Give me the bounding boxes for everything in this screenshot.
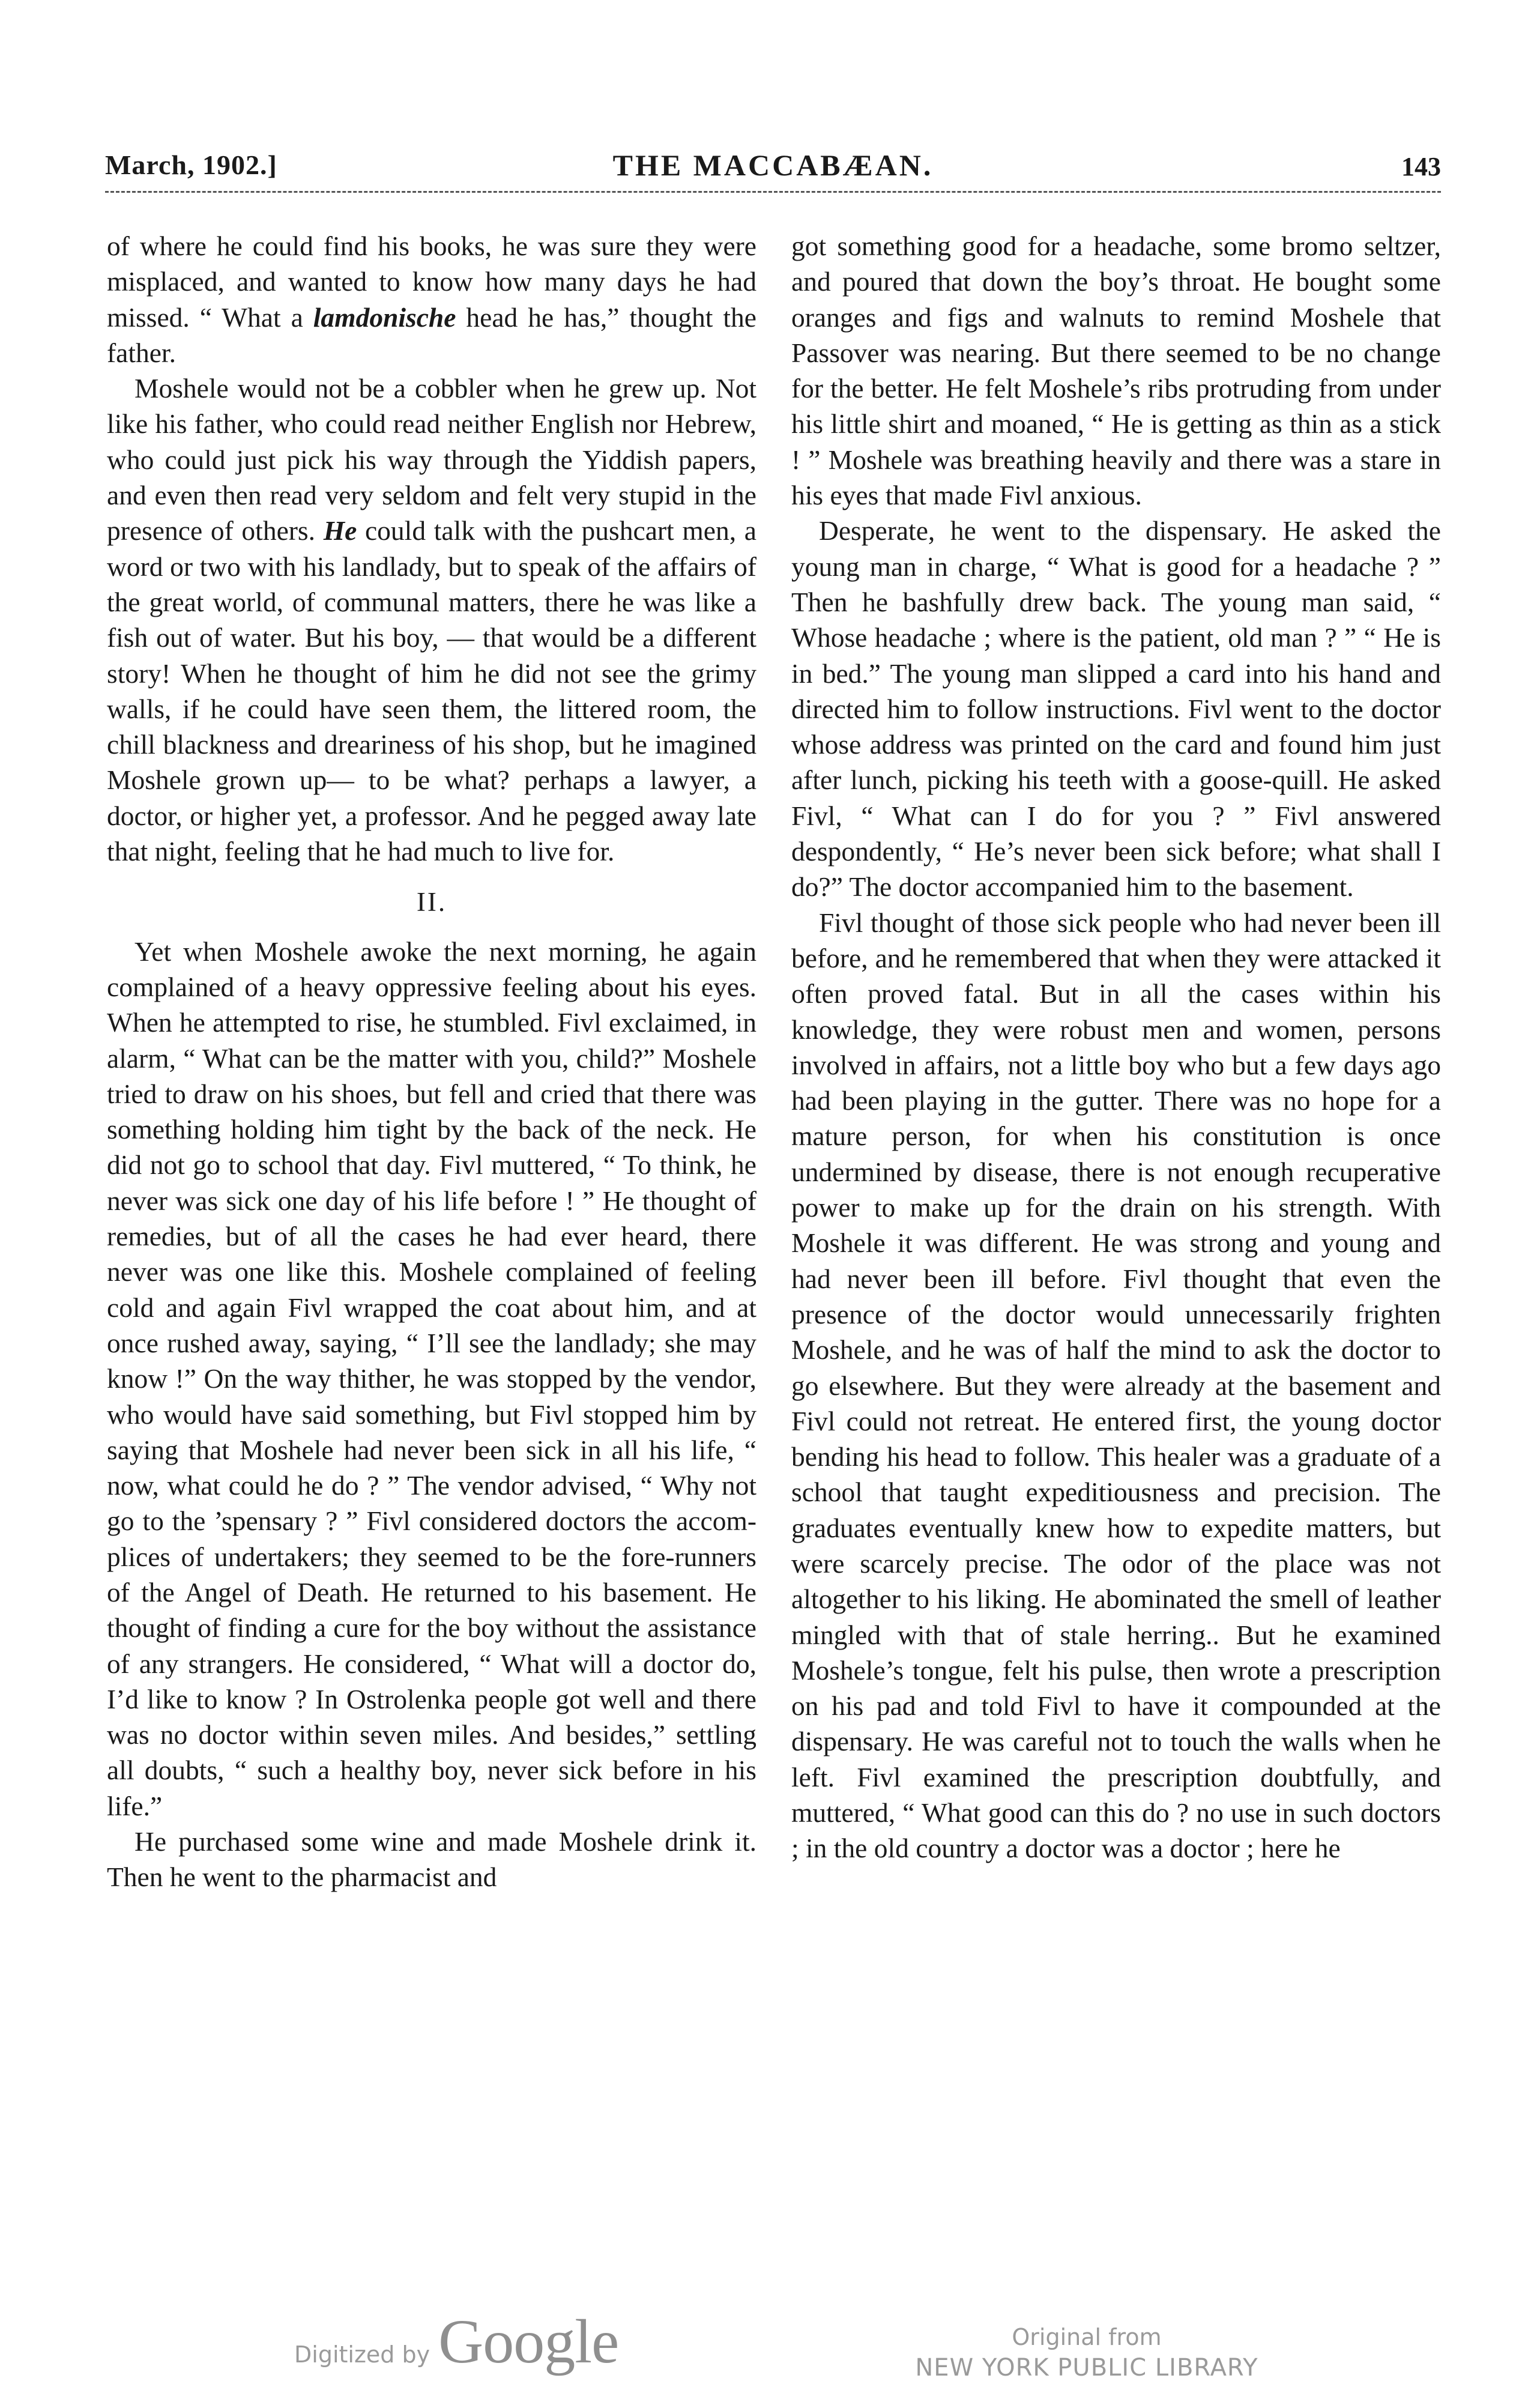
text-run: of where he could find his books, he was sure they were misplaced, and wanted to know how many days he had missed. “ What a (107, 231, 756, 333)
page-number: 143 (1401, 152, 1441, 181)
text-run: head he has,” thought the father. (107, 301, 756, 368)
digitized-by-watermark (294, 2306, 618, 2378)
paragraph: He purchased some wine and made Moshele drink it. Then he went to the pharmacist and (107, 1826, 756, 1893)
section-heading: II. (416, 887, 447, 918)
italic-word: He (323, 515, 357, 546)
running-header (105, 144, 1441, 198)
original-from-label: Original from (1012, 2324, 1162, 2350)
paragraph (107, 371, 756, 869)
paragraph: Desperate, he went to the dispensary. He asked the young man in charge, “ What is good for a headache ? ” Then he bashfully drew back. The young man said, “ Whose headache ; where is the patient, old man ? ” “ He is in bed.” The young man slipped a card into his hand and directed him to follow instructions. Fivl went to the doctor whose address was printed on the card and found him just after lunch, picking his teeth with a goose-quill. He asked Fivl, “ What can I do for you ? ” Fivl answered despondently, “ He’s never been sick before; what shall I do?” The doctor accompanied him to the basement. (791, 515, 1441, 903)
google-logo: Google (438, 2307, 619, 2376)
issue-date: March, 1902.] (105, 150, 277, 180)
paragraph: got something good for a headache, some bromo seltzer, and poured that down the boy’s throat. He bought some oranges and figs and walnuts to remind Moshele that Passover was nearing. But there seemed to be no change for the better. He felt Moshele’s ribs protruding from under his little shirt and moaned, “ He is getting as thin as a stick ! ” Moshele was breathing heavily and there was a stare in his eyes that made Fivl anxious. (791, 231, 1441, 511)
library-name: NEW YORK PUBLIC LIBRARY (915, 2354, 1258, 2382)
paragraph: Fivl thought of those sick people who had never been ill before, and he remembered that when they were attacked it often proved fatal. But in all the cases within his knowledge, they were robust men and women, persons involved in affairs, not a little boy who but a few days ago had been playing in the gutter. There was no hope for a mature person, for when his constitution is once undermined by disease, there is not enough recuperative power to make up for the drain on his strength. With Moshele it was different. He was strong and young and had never been ill before. Fivl thought that even the presence of the doctor would unnecessarily frighten Moshele, and he was of half the mind to ask the doctor to go elsewhere. But they were already at the basement and Fivl could not retreat. He entered first, the young doctor bending his head to follow. This healer was a graduate of a school that taught expeditiousness and precision. The graduates eventually knew how to expedite matters, but were scarcely precise. The odor of the place was not altogether to his liking. He abominated the smell of leather mingled with that of stale herring.. But he examined Moshele’s tongue, felt his pulse, then wrote a prescription on his pad and told Fivl to have it compounded at the dispensary. He was careful not to touch the walls when he left. Fivl examined the prescription doubtfully, and muttered, “ What good can this do ? no use in such doctors ; in the old country a doctor was a doctor ; here he (791, 907, 1441, 1864)
paragraph (107, 228, 756, 371)
italic-word: lamdonische (313, 301, 456, 333)
header-rule (105, 191, 1441, 193)
journal-title: THE MACCABÆAN. (612, 148, 934, 182)
left-column (107, 228, 756, 1895)
digitized-label: Digitized by (294, 2341, 430, 2368)
text-run: Moshele would not be a cobbler when he grew up. Not like his father, who could read neither English nor Hebrew, who could just pick his way through the Yiddish papers, and even then read very seldom and felt very stupid in the presence of others. (107, 373, 756, 546)
source-watermark (901, 2323, 1273, 2384)
text-run: could talk with the pushcart men, a word or two with his landlady, but to speak of the affairs of the great world, of communal matters, there he was like a fish out of water. But his boy, — that would be a different story! When he thought of him he did not see the grimy walls, if he could have seen them, the littered room, the chill blackness and dreariness of his shop, but he imagined Moshele grown up— to be what? perhaps a lawyer, a doctor, or higher yet, a professor. And he pegged away late that night, feeling that he had much to live for. (107, 515, 756, 867)
paragraph: Yet when Moshele awoke the next morning, he again complained of a heavy oppressive feeling about his eyes. When he attempted to rise, he stumbled. Fivl exclaimed, in alarm, “ What can be the matter with you, child?” Moshele tried to draw on his shoes, but fell and cried that there was something holding him tight by the back of the neck. He did not go to school that day. Fivl muttered, “ To think, he never was sick one day of his life before ! ” He thought of remedies, but of all the cases he had ever heard, there never was one like this. Moshele complained of feeling cold and again Fivl wrapped the coat about him, and at once rushed away, saying, “ I’ll see the landlady; she may know !” On the way thither, he was stopped by the vendor, who would have said something, but Fivl stopped him by saying that Moshele had never been sick in all his life, “ now, what could he do ? ” The vendor advised, “ Why not go to the ’spensary ? ” Fivl considered doctors the accomplices of undertakers; they seemed to be the fore-runners of the Angel of Death. He returned to his basement. He thought of finding a cure for the boy without the assistance of any strangers. He considered, “ What will a doctor do, I’d like to know ? In Ostrolenka people got well and there was no doctor within seven miles. And besides,” settling all doubts, “ such a healthy boy, never sick before in his life.” (107, 936, 756, 1821)
right-column (791, 228, 1441, 1866)
